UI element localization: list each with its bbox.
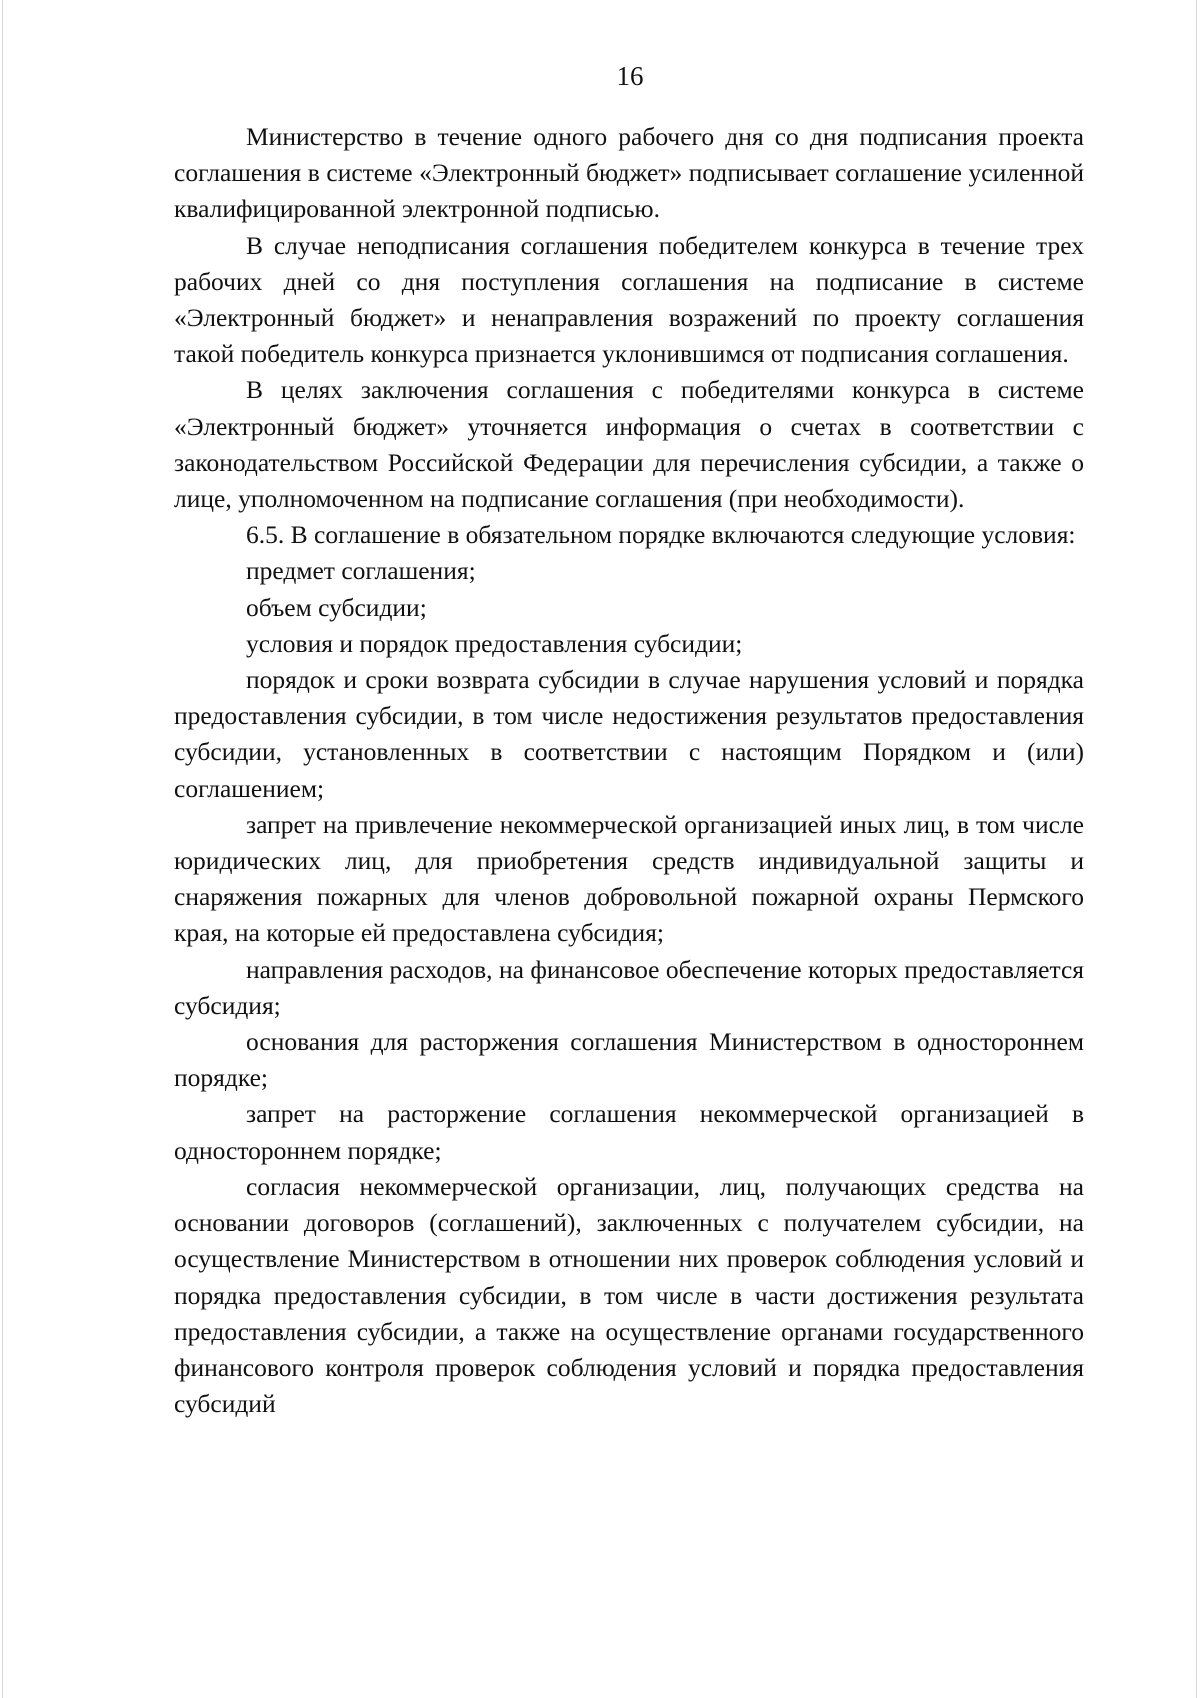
scan-right-edge	[1196, 0, 1197, 1698]
paragraph-section-6-5: 6.5. В соглашение в обязательном порядке включаются следующие условия:	[246, 520, 1076, 550]
list-item-consent: согласия некоммерческой организации, лиц, получающих средства на основании договоров (соглашений), заключенных с получателем субсидии, на осуществление Министерством в отношении них проверок соблюдения условий и порядка предоставления субсидии, в том числе в части достижения результата предоставления субсидии, а также на осуществление органами государственного финансового контроля проверок соблюдения условий и порядка предоставления субсидий	[174, 1171, 1084, 1419]
page-number: 16	[616, 61, 644, 91]
paragraph-accounts: В целях заключения соглашения с победителями конкурса в системе «Электронный бюджет» уточняется информация о счетах в соответствии с законодательством Российской Федерации для перечисления субсидии, а также о лице, уполномоченном на подписание соглашения (при необходимости).	[174, 375, 1084, 514]
paragraph-signing: Министерство в течение одного рабочего дня со дня подписания проекта соглашения в системе «Электронный бюджет» подписывает соглашение усиленной квалифицированной электронной подписью.	[174, 122, 1084, 224]
list-item-subject: предмет соглашения;	[246, 556, 476, 586]
list-item-volume: объем субсидии;	[246, 592, 427, 622]
list-item-termination-grounds: основания для расторжения соглашения Министерством в одностороннем порядке;	[174, 1027, 1084, 1093]
list-item-termination-prohibition: запрет на расторжение соглашения некоммерческой организацией в одностороннем порядке;	[174, 1099, 1084, 1165]
scan-left-edge	[2, 0, 3, 1698]
list-item-expense-directions: направления расходов, на финансовое обеспечение которых предоставляется субсидия;	[174, 954, 1084, 1020]
document-body	[174, 119, 1084, 1422]
paragraph-non-signing: В случае неподписания соглашения победителем конкурса в течение трех рабочих дней со дня поступления соглашения на подписание в системе «Электронный бюджет» и ненаправления возражений по проекту соглашения такой победитель конкурса признается уклонившимся от подписания соглашения.	[174, 230, 1084, 369]
list-item-prohibition-third-parties: запрет на привлечение некоммерческой организацией иных лиц, в том числе юридических лиц, для приобретения средств индивидуальной защиты и снаряжения пожарных для членов добровольной пожарной охраны Пермского края, на которые ей предоставлена субсидия;	[174, 809, 1084, 948]
list-item-return: порядок и сроки возврата субсидии в случае нарушения условий и порядка предоставления субсидии, в том числе недостижения результатов предоставления субсидии, установленных в соответствии с настоящим Порядком и (или) соглашением;	[174, 665, 1084, 803]
list-item-conditions: условия и порядок предоставления субсидии;	[246, 628, 743, 658]
